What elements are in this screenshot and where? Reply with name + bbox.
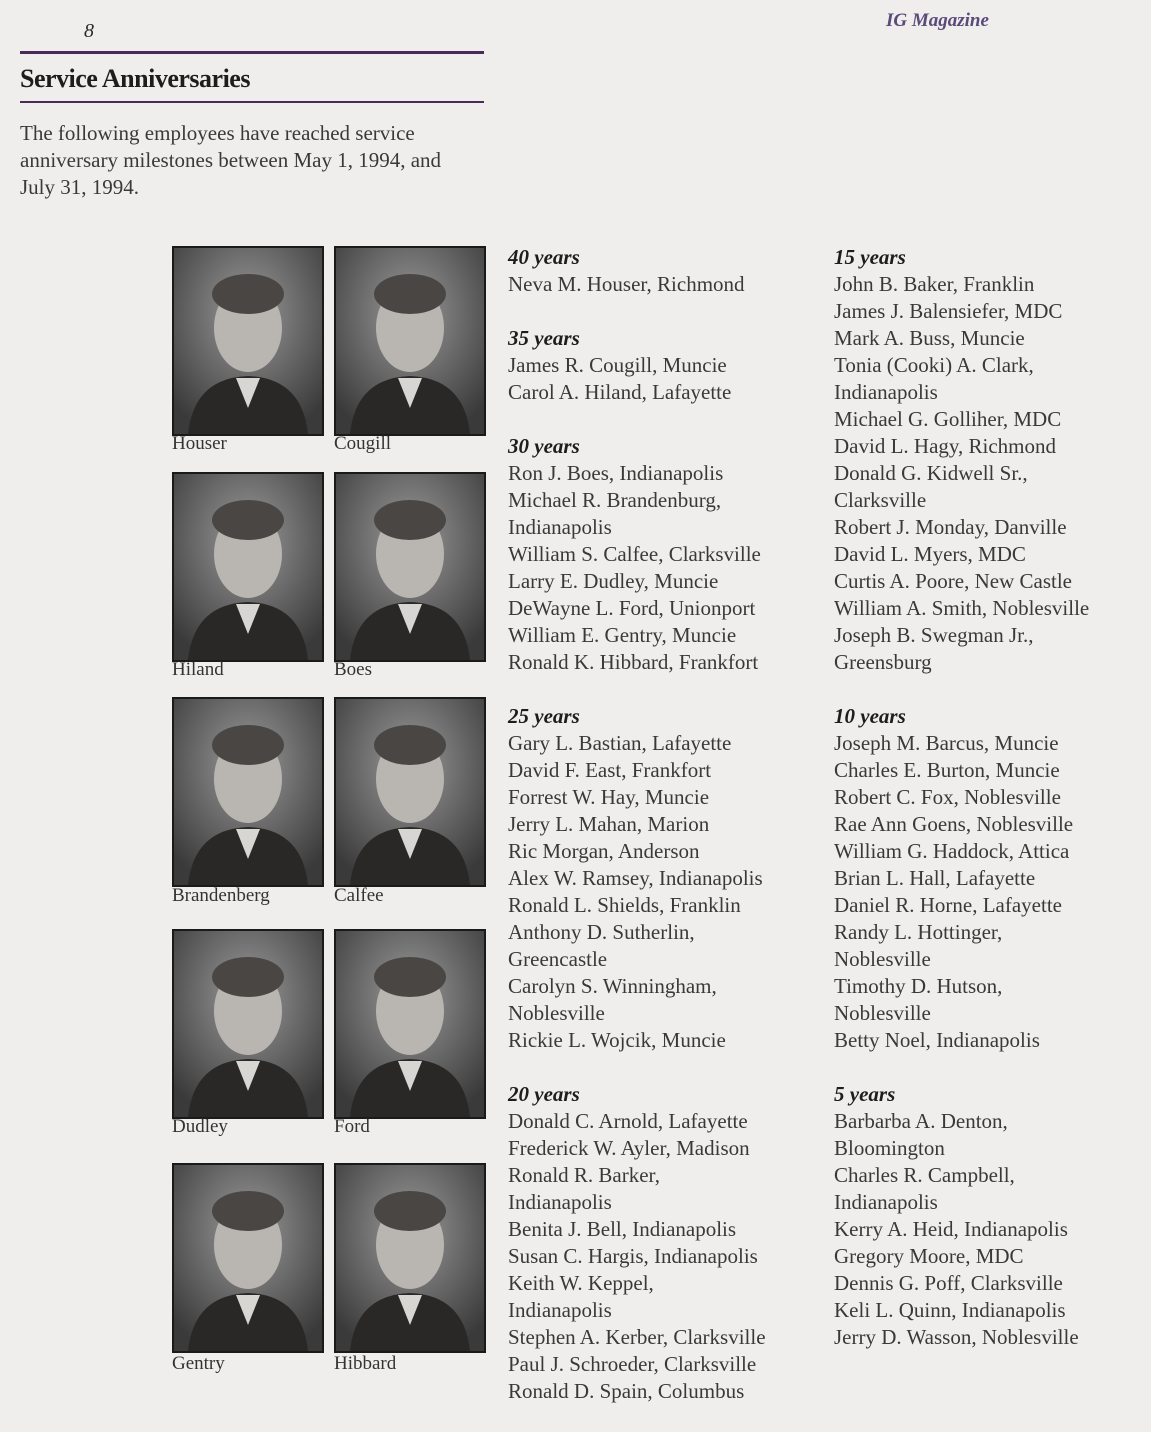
- employee-name-line: Kerry A. Heid, Indianapolis: [834, 1217, 1068, 1241]
- employee-name-line: James J. Balensiefer, MDC: [834, 299, 1063, 323]
- employee-name-line: Neva M. Houser, Richmond: [508, 272, 745, 296]
- employee-name-line: Robert J. Monday, Danville: [834, 515, 1067, 539]
- portrait-photo: [334, 929, 486, 1119]
- portrait-image: [336, 1165, 484, 1351]
- portrait-image: [336, 931, 484, 1117]
- employee-name-line: Clarksville: [834, 488, 927, 512]
- employee-name-line: Carol A. Hiland, Lafayette: [508, 380, 732, 404]
- portrait-caption: Cougill: [334, 433, 392, 454]
- anniversary-group: [508, 433, 818, 676]
- employee-name-line: Benita J. Bell, Indianapolis: [508, 1217, 737, 1241]
- employee-name-line: Jerry L. Mahan, Marion: [508, 812, 710, 836]
- anniversary-column-left: [508, 244, 818, 1432]
- portrait-caption: Hibbard: [334, 1353, 397, 1374]
- employee-name-line: Indianapolis: [834, 1190, 938, 1214]
- years-heading: 5 years: [834, 1082, 896, 1106]
- employee-name-line: Randy L. Hottinger,: [834, 920, 1003, 944]
- years-heading: 15 years: [834, 245, 906, 269]
- portrait-photo: [172, 697, 324, 887]
- employee-name-line: James R. Cougill, Muncie: [508, 353, 727, 377]
- employee-name-line: Charles R. Campbell,: [834, 1163, 1015, 1187]
- years-heading: 25 years: [508, 704, 580, 728]
- employee-name-line: Betty Noel, Indianapolis: [834, 1028, 1040, 1052]
- employee-name-line: Greencastle: [508, 947, 608, 971]
- employee-name-line: Brian L. Hall, Lafayette: [834, 866, 1036, 890]
- portrait-image: [174, 699, 322, 885]
- anniversary-group: [508, 244, 818, 298]
- employee-name-line: Jerry D. Wasson, Noblesville: [834, 1325, 1079, 1349]
- employee-name-line: Barbarba A. Denton,: [834, 1109, 1008, 1133]
- years-heading: 10 years: [834, 704, 906, 728]
- magazine-name: IG Magazine: [886, 10, 989, 31]
- employee-name-line: Rickie L. Wojcik, Muncie: [508, 1028, 726, 1052]
- employee-name-line: Indianapolis: [508, 1298, 612, 1322]
- page-title: Service Anniversaries: [20, 64, 250, 93]
- employee-name-line: Joseph B. Swegman Jr.,: [834, 623, 1034, 647]
- employee-name-line: Alex W. Ramsey, Indianapolis: [508, 866, 763, 890]
- employee-name-line: Forrest W. Hay, Muncie: [508, 785, 710, 809]
- employee-name-line: Indianapolis: [508, 515, 612, 539]
- employee-name-line: Ronald R. Barker,: [508, 1163, 660, 1187]
- portrait-photo: [334, 472, 486, 662]
- employee-name-line: William G. Haddock, Attica: [834, 839, 1070, 863]
- employee-name-line: Donald G. Kidwell Sr.,: [834, 461, 1028, 485]
- employee-name-line: DeWayne L. Ford, Unionport: [508, 596, 756, 620]
- portrait-image: [174, 474, 322, 660]
- anniversary-group: [508, 703, 818, 1054]
- portrait-caption: Brandenberg: [172, 885, 270, 906]
- employee-name-line: Carolyn S. Winningham,: [508, 974, 717, 998]
- employee-name-line: Timothy D. Hutson,: [834, 974, 1003, 998]
- employee-name-line: Dennis G. Poff, Clarksville: [834, 1271, 1063, 1295]
- portrait-caption: Hiland: [172, 659, 224, 680]
- title-rule: [20, 101, 484, 103]
- anniversary-group: [834, 1081, 1144, 1351]
- portrait-image: [336, 474, 484, 660]
- employee-name-line: John B. Baker, Franklin: [834, 272, 1035, 296]
- employee-name-line: Ric Morgan, Anderson: [508, 839, 700, 863]
- intro-text: The following employees have reached service anniversary milestones between May 1, 1994, and July 31, 1994.: [20, 121, 442, 199]
- portrait-caption: Boes: [334, 659, 372, 680]
- employee-name-line: Indianapolis: [508, 1190, 612, 1214]
- employee-name-line: Susan C. Hargis, Indianapolis: [508, 1244, 758, 1268]
- employee-name-line: Gary L. Bastian, Lafayette: [508, 731, 732, 755]
- employee-name-line: Greensburg: [834, 650, 932, 674]
- portrait-photo: [172, 246, 324, 436]
- employee-name-line: Joseph M. Barcus, Muncie: [834, 731, 1059, 755]
- anniversary-group: [834, 703, 1144, 1054]
- portrait-caption: Ford: [334, 1116, 370, 1137]
- employee-name-line: Bloomington: [834, 1136, 945, 1160]
- portrait-caption: Dudley: [172, 1116, 228, 1137]
- anniversary-group: [508, 1081, 818, 1405]
- portrait-image: [174, 931, 322, 1117]
- portrait-caption: Gentry: [172, 1353, 225, 1374]
- employee-name-line: William E. Gentry, Muncie: [508, 623, 737, 647]
- employee-name-line: Curtis A. Poore, New Castle: [834, 569, 1072, 593]
- employee-name-line: Michael R. Brandenburg,: [508, 488, 722, 512]
- portrait-photo: [172, 472, 324, 662]
- employee-name-line: William S. Calfee, Clarksville: [508, 542, 761, 566]
- employee-name-line: Michael G. Golliher, MDC: [834, 407, 1062, 431]
- portrait-photo: [334, 246, 486, 436]
- portrait-image: [174, 1165, 322, 1351]
- employee-name-line: Mark A. Buss, Muncie: [834, 326, 1025, 350]
- employee-name-line: Donald C. Arnold, Lafayette: [508, 1109, 748, 1133]
- employee-name-line: Paul J. Schroeder, Clarksville: [508, 1352, 757, 1376]
- years-heading: 35 years: [508, 326, 580, 350]
- employee-name-line: Ronald K. Hibbard, Frankfort: [508, 650, 759, 674]
- employee-name-line: Noblesville: [834, 1001, 931, 1025]
- top-rule: [20, 51, 484, 54]
- employee-name-line: William A. Smith, Noblesville: [834, 596, 1090, 620]
- years-heading: 40 years: [508, 245, 580, 269]
- employee-name-line: Anthony D. Sutherlin,: [508, 920, 695, 944]
- employee-name-line: Noblesville: [508, 1001, 605, 1025]
- employee-name-line: Ronald L. Shields, Franklin: [508, 893, 741, 917]
- employee-name-line: Gregory Moore, MDC: [834, 1244, 1024, 1268]
- portrait-image: [336, 248, 484, 434]
- employee-name-line: Robert C. Fox, Noblesville: [834, 785, 1061, 809]
- portrait-caption: Houser: [172, 433, 227, 454]
- page-number: 8: [84, 20, 94, 42]
- employee-name-line: Keith W. Keppel,: [508, 1271, 654, 1295]
- employee-name-line: Rae Ann Goens, Noblesville: [834, 812, 1074, 836]
- employee-name-line: Indianapolis: [834, 380, 938, 404]
- employee-name-line: Daniel R. Horne, Lafayette: [834, 893, 1062, 917]
- employee-name-line: David L. Hagy, Richmond: [834, 434, 1057, 458]
- portrait-image: [174, 248, 322, 434]
- employee-name-line: Larry E. Dudley, Muncie: [508, 569, 719, 593]
- portrait-photo: [334, 1163, 486, 1353]
- portrait-image: [336, 699, 484, 885]
- anniversary-column-right: [834, 244, 1144, 1378]
- anniversary-group: [834, 244, 1144, 676]
- employee-name-line: Stephen A. Kerber, Clarksville: [508, 1325, 766, 1349]
- employee-name-line: Noblesville: [834, 947, 931, 971]
- employee-name-line: Tonia (Cooki) A. Clark,: [834, 353, 1034, 377]
- portrait-photo: [334, 697, 486, 887]
- employee-name-line: David F. East, Frankfort: [508, 758, 712, 782]
- employee-name-line: Charles E. Burton, Muncie: [834, 758, 1060, 782]
- years-heading: 30 years: [508, 434, 580, 458]
- employee-name-line: Keli L. Quinn, Indianapolis: [834, 1298, 1066, 1322]
- portrait-photo: [172, 1163, 324, 1353]
- portrait-photo: [172, 929, 324, 1119]
- employee-name-line: David L. Myers, MDC: [834, 542, 1026, 566]
- years-heading: 20 years: [508, 1082, 580, 1106]
- employee-name-line: Ronald D. Spain, Columbus: [508, 1379, 745, 1403]
- employee-name-line: Frederick W. Ayler, Madison: [508, 1136, 750, 1160]
- anniversary-group: [508, 325, 818, 406]
- portrait-caption: Calfee: [334, 885, 384, 906]
- employee-name-line: Ron J. Boes, Indianapolis: [508, 461, 724, 485]
